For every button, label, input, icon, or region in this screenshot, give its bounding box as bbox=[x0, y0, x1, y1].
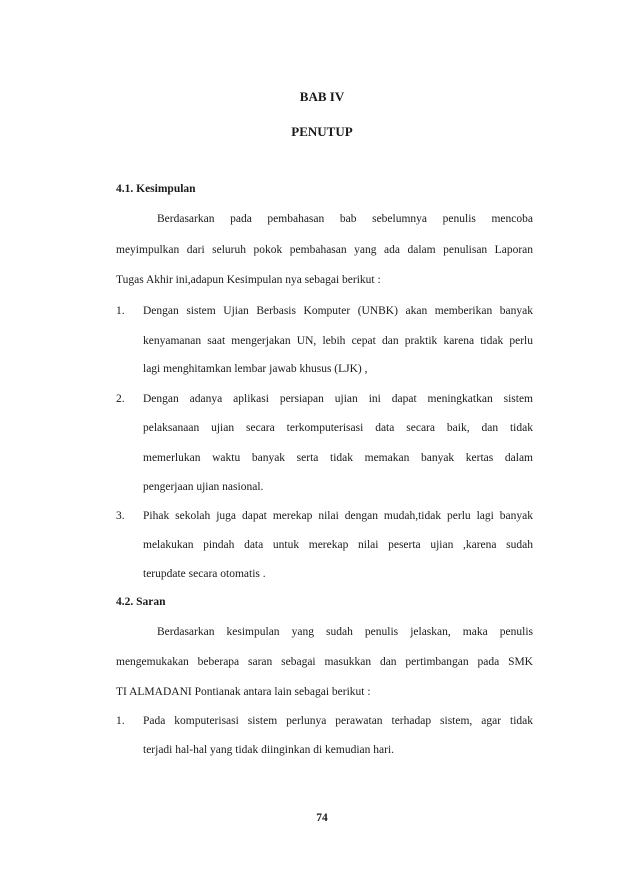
list-item-line: terupdate secara otomatis . bbox=[143, 568, 266, 580]
paragraph-line: Berdasarkan pada pembahasan bab sebelumnya penulis mencoba bbox=[157, 213, 533, 225]
list-item-line: pelaksanaan ujian secara terkomputerisasi data secara baik, dan tidak bbox=[143, 422, 533, 434]
section-heading-saran: 4.2. Saran bbox=[116, 596, 166, 608]
paragraph-line: Tugas Akhir ini,adapun Kesimpulan nya sebagai berikut : bbox=[116, 274, 381, 286]
chapter-number: BAB IV bbox=[299, 89, 345, 104]
list-item-line: lagi menghitamkan lembar jawab khusus (LJK) , bbox=[143, 363, 368, 375]
paragraph-line: Berdasarkan kesimpulan yang sudah penulis jelaskan, maka penulis bbox=[157, 626, 533, 638]
list-item-line: Pada komputerisasi sistem perlunya perawatan terhadap sistem, agar tidak bbox=[143, 715, 533, 727]
list-item-line: terjadi hal-hal yang tidak diinginkan di kemudian hari. bbox=[143, 744, 395, 756]
page-number: 74 bbox=[316, 812, 328, 824]
list-item-line: Dengan sistem Ujian Berbasis Komputer (UNBK) akan memberikan banyak bbox=[143, 305, 533, 317]
list-item-line: Pihak sekolah juga dapat merekap nilai dengan mudah,tidak perlu lagi banyak bbox=[143, 510, 533, 522]
list-item-line: melakukan pindah data untuk merekap nilai peserta ujian ,karena sudah bbox=[143, 539, 533, 551]
list-item-line: Dengan adanya aplikasi persiapan ujian ini dapat meningkatkan sistem bbox=[143, 393, 533, 405]
chapter-title: PENUTUP bbox=[291, 124, 353, 139]
paragraph-line: meyimpulkan dari seluruh pokok pembahasan yang ada dalam penulisan Laporan bbox=[116, 244, 533, 256]
list-item-line: memerlukan waktu banyak serta tidak memakan banyak kertas dalam bbox=[143, 452, 533, 464]
list-item-number: 1. bbox=[116, 715, 125, 727]
paragraph-line: TI ALMADANI Pontianak antara lain sebagai berikut : bbox=[116, 686, 371, 698]
list-item-number: 1. bbox=[116, 305, 125, 317]
section-heading-kesimpulan: 4.1. Kesimpulan bbox=[116, 183, 196, 195]
list-item-line: pengerjaan ujian nasional. bbox=[143, 481, 264, 493]
paragraph-line: mengemukakan beberapa saran sebagai masukkan dan pertimbangan pada SMK bbox=[116, 656, 533, 668]
list-item-number: 3. bbox=[116, 510, 125, 522]
list-item-line: kenyamanan saat mengerjakan UN, lebih cepat dan praktik karena tidak perlu bbox=[143, 335, 533, 347]
list-item-number: 2. bbox=[116, 393, 125, 405]
